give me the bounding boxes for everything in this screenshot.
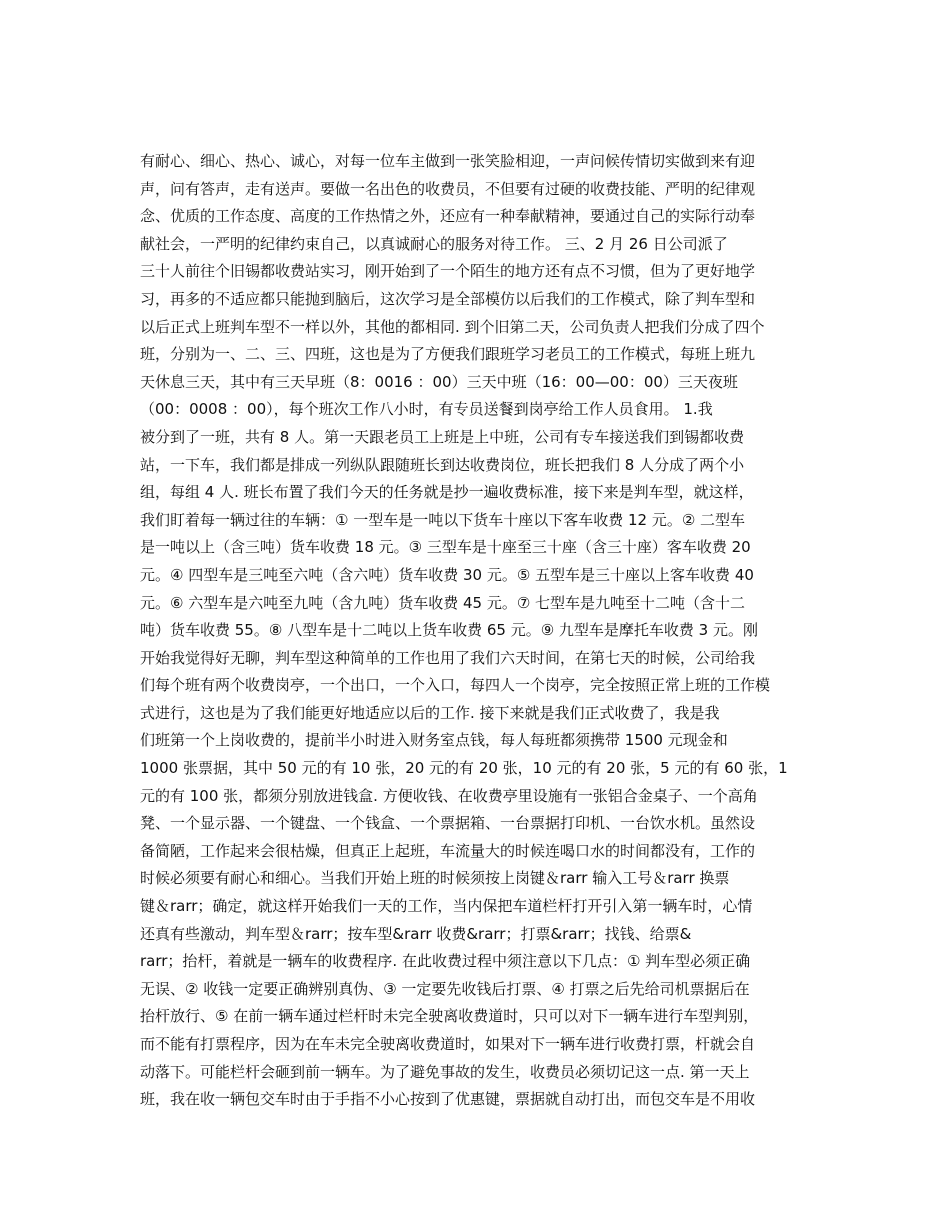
text-line: 天休息三天，其中有三天早班（8：0016 ：00）三天中班（16：00—00：00）三天夜班 bbox=[140, 372, 738, 391]
text-line: 声，问有答声，走有送声。要做一名出色的收费员，不但要有过硬的收费技能、严明的纪律观 bbox=[140, 179, 756, 198]
text-line: 被分到了一班，共有 8 人。第一天跟老员工上班是上中班，公司有专车接送我们到锡都收费 bbox=[140, 427, 745, 446]
text-line: 念、优质的工作态度、高度的工作热情之外，还应有一种奉献精神，要通过自己的实际行动奉 bbox=[140, 207, 756, 226]
text-line: 吨）货车收费 55。⑧ 八型车是十二吨以上货车收费 65 元。⑨ 九型车是摩托车收费 3 元。刚 bbox=[140, 621, 758, 640]
text-line: 我们盯着每一辆过往的车辆：① 一型车是一吨以下货车十座以下客车收费 12 元。② 二型车 bbox=[140, 510, 746, 529]
text-line: 时候必须要有耐心和细心。当我们开始上班的时候须按上岗键＆rarr 输入工号＆rarr 换票 bbox=[140, 869, 730, 888]
text-line: 动落下。可能栏杆会砸到前一辆车。为了避免事故的发生，收费员必须切记这一点. 第一天上 bbox=[140, 1062, 750, 1081]
text-line: 而不能有打票程序，因为在车未完全驶离收费道时，如果对下一辆车进行收费打票，杆就会自 bbox=[140, 1035, 756, 1053]
text-line: （00：0008 ：00），每个班次工作八小时，有专员送餐到岗亭给工作人员食用。 1.我 bbox=[140, 400, 713, 419]
text-line: 凳、一个显示器、一个键盘、一个钱盒、一个票据箱、一台票据打印机、一台饮水机。虽然设 bbox=[140, 814, 756, 833]
text-line: 抬杆放行、⑤ 在前一辆车通过栏杆时未完全驶离收费道时，只可以对下一辆车进行车型判别， bbox=[140, 1007, 759, 1026]
text-line: 元。⑥ 六型车是六吨至九吨（含九吨）货车收费 45 元。⑦ 七型车是九吨至十二吨（含十二 bbox=[140, 593, 746, 612]
text-line: 三十人前往个旧锡都收费站实习，刚开始到了一个陌生的地方还有点不习惯，但为了更好地学 bbox=[140, 262, 756, 281]
text-line: 班，分别为一、二、三、四班，这也是为了方便我们跟班学习老员工的工作模式，每班上班九 bbox=[140, 345, 756, 364]
document-body bbox=[140, 148, 805, 1114]
text-line: 站，一下车，我们都是排成一列纵队跟随班长到达收费岗位，班长把我们 8 人分成了两个小 bbox=[140, 455, 745, 474]
text-line: 开始我觉得好无聊，判车型这种简单的工作也用了我们六天时间，在第七天的时候，公司给我 bbox=[140, 648, 756, 667]
text-line: 键＆rarr；确定，就这样开始我们一天的工作，当内保把车道栏杆打开引入第一辆车时，心情 bbox=[140, 897, 753, 916]
text-line: 无误、② 收钱一定要正确辨别真伪、③ 一定要先收钱后打票、④ 打票之后先给司机票据后在 bbox=[140, 979, 750, 998]
text-line: rarr；抬杆，着就是一辆车的收费程序. 在此收费过程中须注意以下几点：① 判车型必须正确 bbox=[140, 952, 751, 971]
text-line: 以后正式上班判车型不一样以外，其他的都相同. 到个旧第二天，公司负责人把我们分成了四个 bbox=[140, 317, 765, 336]
text-line: 备简陋，工作起来会很枯燥，但真正上起班，车流量大的时候连喝口水的时间都没有，工作的 bbox=[140, 841, 756, 860]
text-line: 们每个班有两个收费岗亭，一个出口，一个入口，每四人一个岗亭，完全按照正常上班的工作模 bbox=[140, 676, 771, 695]
text-line: 班，我在收一辆包交车时由于手指不小心按到了优惠键，票据就自动打出，而包交车是不用收 bbox=[140, 1090, 756, 1109]
text-line: 献社会，一严明的纪律约束自己，以真诚耐心的服务对待工作。 三、2 月 26 日公司派了 bbox=[140, 234, 728, 253]
text-line: 元的有 100 张，都须分别放进钱盒. 方便收钱、在收费亭里设施有一张铝合金桌子、一个高角 bbox=[140, 786, 758, 805]
text-line: 有耐心、细心、热心、诚心，对每一位车主做到一张笑脸相迎，一声问候传情切实做到来有迎 bbox=[140, 152, 756, 170]
text-line: 式进行，这也是为了我们能更好地适应以后的工作. 接下来就是我们正式收费了，我是我 bbox=[140, 703, 720, 722]
text-line: 们班第一个上岗收费的，提前半小时进入财务室点钱，每人每班都须携带 1500 元现金和 bbox=[140, 731, 728, 750]
text-line: 1000 张票据，其中 50 元的有 10 张，20 元的有 20 张，10 元的有 20 张，5 元的有 60 张，1 bbox=[140, 759, 788, 778]
text-line: 组，每组 4 人. 班长布置了我们今天的任务就是抄一遍收费标准，接下来是判车型，就这样， bbox=[140, 483, 754, 502]
text-line: 习，再多的不适应都只能抛到脑后，这次学习是全部模仿以后我们的工作模式，除了判车型和 bbox=[140, 289, 756, 308]
text-line: 还真有些激动，判车型＆rarr；按车型&rarr 收费&rarr；打票&rarr；找钱、给票& bbox=[140, 924, 692, 943]
text-line: 是一吨以上（含三吨）货车收费 18 元。③ 三型车是十座至三十座（含三十座）客车收费 20 bbox=[140, 538, 751, 557]
text-line: 元。④ 四型车是三吨至六吨（含六吨）货车收费 30 元。⑤ 五型车是三十座以上客车收费 40 bbox=[140, 565, 754, 584]
